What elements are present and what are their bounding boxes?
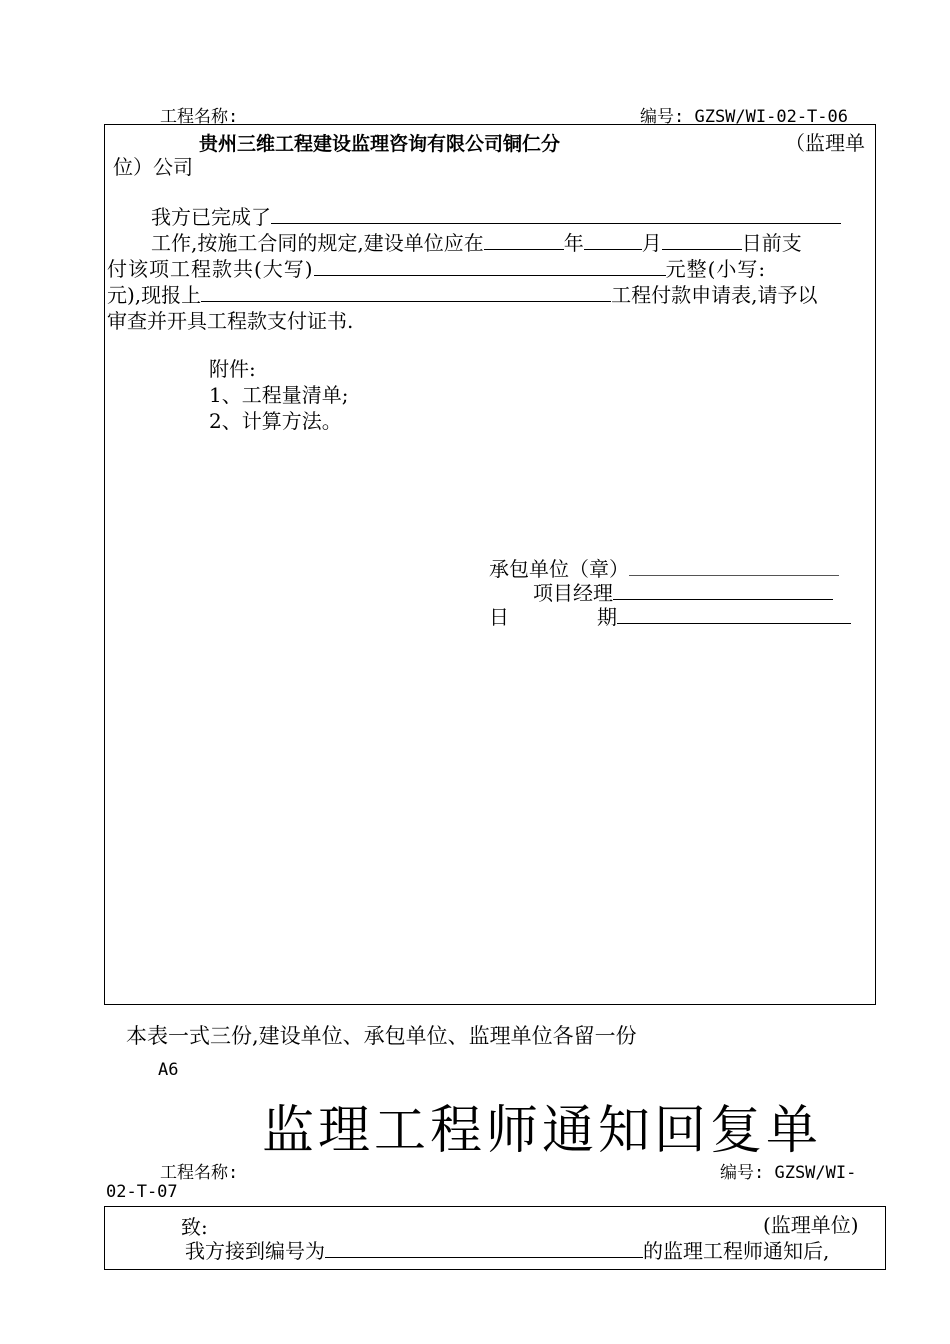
copies-note: 本表一式三份,建设单位、承包单位、监理单位各留一份 bbox=[126, 1024, 637, 1048]
notice-reply-form bbox=[104, 1206, 886, 1270]
work-blank[interactable] bbox=[271, 205, 841, 224]
project-manager-blank[interactable] bbox=[613, 581, 833, 600]
date-line bbox=[489, 601, 851, 630]
supervisor-unit-label: (监理单位) bbox=[763, 1213, 859, 1237]
year-blank[interactable] bbox=[484, 231, 564, 250]
month-blank[interactable] bbox=[584, 231, 642, 250]
report-suffix: 工程付款申请表,请予以 bbox=[611, 283, 818, 307]
certificate-line: 审查并开具工程款支付证书. bbox=[107, 309, 354, 333]
amount-lowercase-label: 元整(小写: bbox=[665, 257, 767, 281]
contractor-seal-blank[interactable] bbox=[629, 557, 839, 576]
notice-number-blank[interactable] bbox=[325, 1239, 643, 1258]
payment-application-form bbox=[104, 124, 876, 1005]
company-name-continued: 位）公司 bbox=[113, 155, 193, 179]
project-manager-label: 项目经理 bbox=[533, 581, 613, 605]
amount-line bbox=[107, 253, 766, 282]
amount-uppercase-blank[interactable] bbox=[314, 257, 666, 276]
day-label: 日前支 bbox=[741, 231, 802, 255]
form-number-2: 编号: GZSW/WI- bbox=[720, 1163, 857, 1183]
report-blank[interactable] bbox=[201, 283, 611, 302]
to-label: 致: bbox=[181, 1215, 208, 1239]
project-name-label-2: 工程名称: bbox=[160, 1163, 239, 1183]
contractor-label: 承包单位（章） bbox=[489, 557, 629, 581]
report-line bbox=[107, 279, 818, 308]
date-label-day: 日 bbox=[489, 605, 509, 629]
attachments-title: 附件: bbox=[209, 357, 256, 381]
year-label: 年 bbox=[563, 231, 584, 255]
company-name: 贵州三维工程建设监理咨询有限公司铜仁分 bbox=[199, 133, 561, 155]
deadline-line bbox=[151, 227, 802, 256]
date-label-period: 期 bbox=[597, 605, 617, 629]
deadline-text: 工作,按施工合同的规定,建设单位应在 bbox=[151, 231, 484, 255]
day-blank[interactable] bbox=[662, 231, 742, 250]
date-blank[interactable] bbox=[617, 605, 851, 624]
form-number-2-continued: 02-T-07 bbox=[106, 1182, 178, 1202]
report-prefix: 元),现报上 bbox=[107, 283, 202, 307]
project-name-label: 工程名称: bbox=[160, 107, 239, 127]
form-number: 编号: GZSW/WI-02-T-06 bbox=[640, 107, 848, 127]
attachment-calculation-method: 2、计算方法。 bbox=[209, 409, 342, 433]
supervisor-suffix: （监理单 bbox=[785, 131, 865, 155]
form-title: 监理工程师通知回复单 bbox=[262, 1101, 823, 1161]
month-label: 月 bbox=[641, 231, 662, 255]
completed-line bbox=[151, 201, 841, 230]
form-code: A6 bbox=[158, 1060, 179, 1080]
amount-uppercase-label: 付该项工程款共(大写) bbox=[107, 257, 314, 281]
attachment-quantity-list: 1、工程量清单; bbox=[209, 383, 349, 407]
notice-suffix: 的监理工程师通知后, bbox=[643, 1239, 830, 1263]
notice-number-line bbox=[185, 1235, 829, 1264]
notice-number-label: 我方接到编号为 bbox=[185, 1239, 325, 1263]
completed-label: 我方已完成了 bbox=[151, 205, 271, 229]
